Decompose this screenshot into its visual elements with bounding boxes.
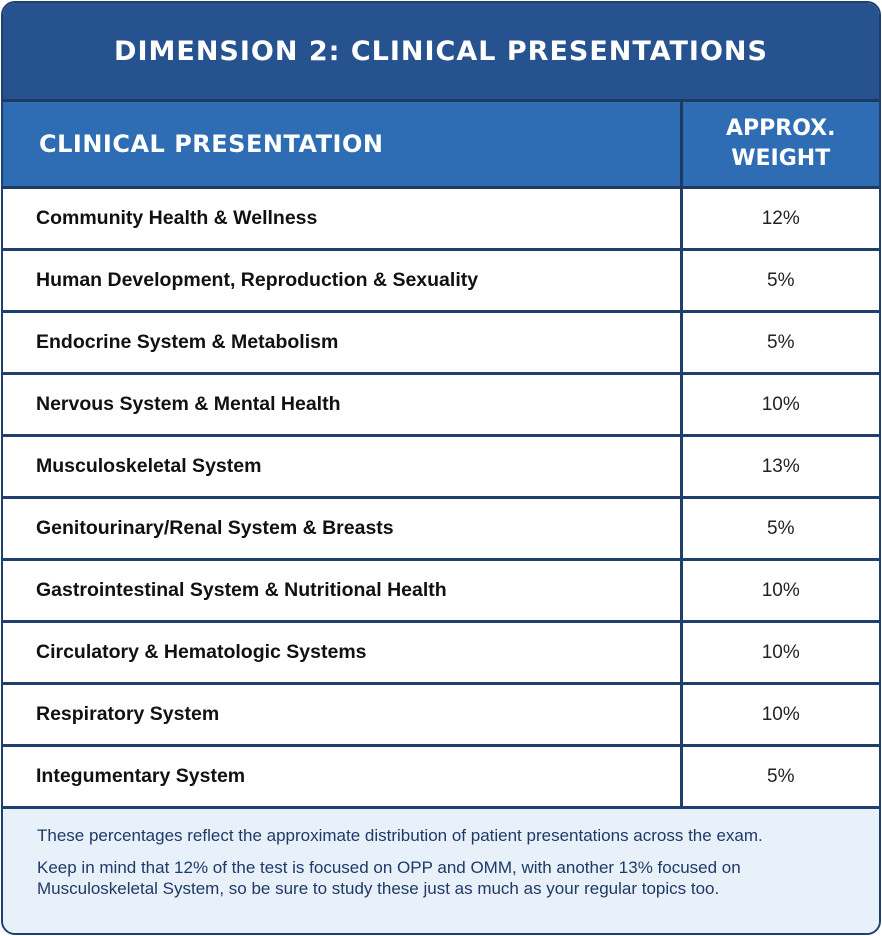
table-header-row xyxy=(3,102,879,188)
presentation-cell: Gastrointestinal System & Nutritional Health xyxy=(3,560,681,622)
weight-cell: 10% xyxy=(681,622,879,684)
weight-cell: 5% xyxy=(681,250,879,312)
note-study-tip: Keep in mind that 12% of the test is focused on OPP and OMM, with another 13% focused on Musculoskeletal System, so be sure to study these just as much as your regular topics too. xyxy=(37,858,741,898)
weight-cell: 13% xyxy=(681,436,879,498)
presentation-cell: Genitourinary/Renal System & Breasts xyxy=(3,498,681,560)
weight-cell: 10% xyxy=(681,684,879,746)
presentation-cell: Musculoskeletal System xyxy=(3,436,681,498)
table-row xyxy=(3,498,879,560)
presentation-cell: Circulatory & Hematologic Systems xyxy=(3,622,681,684)
clinical-presentations-card xyxy=(1,1,881,935)
table-row xyxy=(3,250,879,312)
table-row xyxy=(3,312,879,374)
column-header-presentation: CLINICAL PRESENTATION xyxy=(3,102,681,188)
weight-cell: 10% xyxy=(681,374,879,436)
table-row xyxy=(3,560,879,622)
note-distribution: These percentages reflect the approximate distribution of patient presentations across the exam. xyxy=(37,826,763,845)
presentation-cell: Nervous System & Mental Health xyxy=(3,374,681,436)
weight-header-line2: WEIGHT xyxy=(731,146,831,171)
table-row xyxy=(3,746,879,808)
weight-cell: 10% xyxy=(681,560,879,622)
presentation-cell: Endocrine System & Metabolism xyxy=(3,312,681,374)
presentation-cell: Human Development, Reproduction & Sexuality xyxy=(3,250,681,312)
weight-cell: 12% xyxy=(681,188,879,250)
weight-header-line1: APPROX. xyxy=(726,116,836,141)
weight-cell: 5% xyxy=(681,498,879,560)
presentation-cell: Respiratory System xyxy=(3,684,681,746)
table-row xyxy=(3,622,879,684)
notes-section xyxy=(3,809,879,935)
clinical-presentations-table xyxy=(3,102,879,809)
weight-cell: 5% xyxy=(681,312,879,374)
presentation-cell: Community Health & Wellness xyxy=(3,188,681,250)
presentation-cell: Integumentary System xyxy=(3,746,681,808)
column-header-weight xyxy=(681,102,879,188)
table-row xyxy=(3,684,879,746)
table-row xyxy=(3,188,879,250)
table-row xyxy=(3,436,879,498)
weight-cell: 5% xyxy=(681,746,879,808)
page-title: DIMENSION 2: CLINICAL PRESENTATIONS xyxy=(114,35,768,67)
table-row xyxy=(3,374,879,436)
title-bar xyxy=(3,3,879,102)
